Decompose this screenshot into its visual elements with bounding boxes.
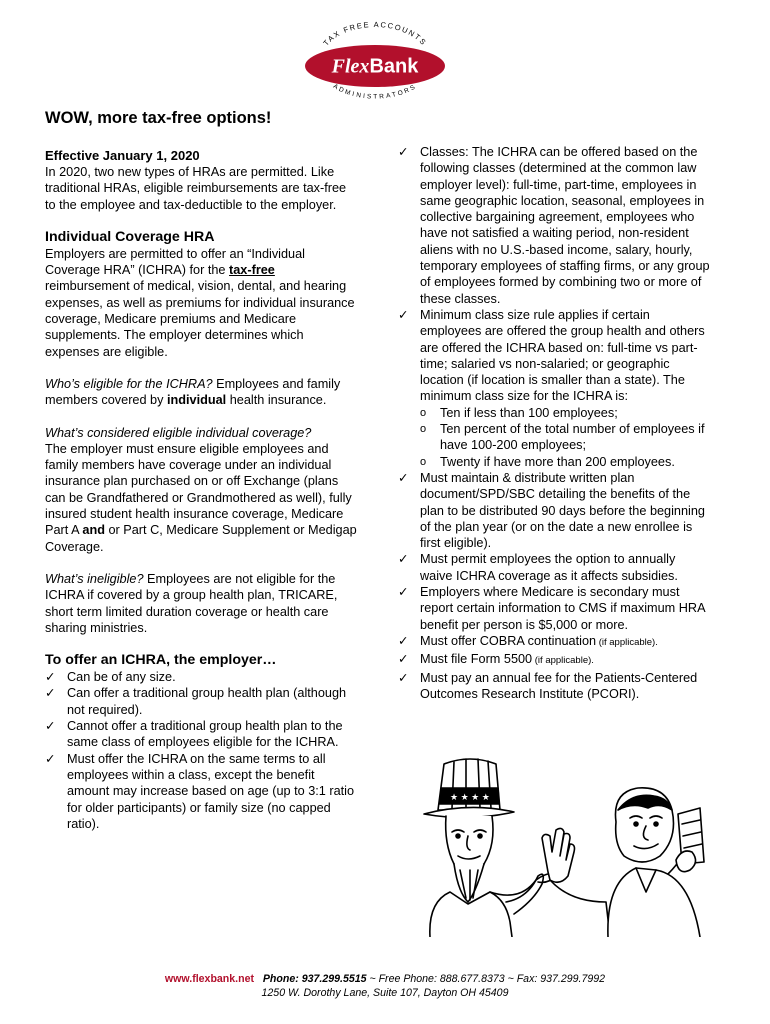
offer-heading: To offer an ICHRA, the employer… xyxy=(45,652,277,669)
list-item: ✓ Must offer the ICHRA on the same terms to all employees within a class, except the benefit amount may increase based on age (up to 3:1 ratio for older participants) or family size (no capped ratio). xyxy=(45,751,355,831)
effective-heading: Effective January 1, 2020 xyxy=(45,148,200,163)
businessman-figure xyxy=(542,788,704,937)
requirements-list xyxy=(398,144,710,702)
flexbank-logo xyxy=(300,20,450,104)
effective-text: In 2020, two new types of HRAs are permitted. Like traditional HRAs, eligible reimbursements are tax-free to the employee and tax-deductible to the employer. xyxy=(45,165,347,212)
eligible-paragraph: Who’s eligible for the ICHRA? Employees and family members covered by individual health insurance. xyxy=(45,376,341,408)
list-item: ✓ Must maintain & distribute written plan document/SPD/SBC detailing the benefits of the plan to be distributed 90 days before the beginning of the plan year (or on the date a new enrollee is first eligible). xyxy=(398,470,705,551)
list-item: ✓ Cannot offer a traditional group health plan to the same class of employees eligible for the ICHRA. xyxy=(45,719,343,750)
list-item: ✓ Employers where Medicare is secondary must report certain information to CMS if maximum HRA benefit per person is $5,000 or more. xyxy=(398,585,705,632)
right-column xyxy=(398,144,710,702)
page-footer xyxy=(0,972,770,1000)
check-icon: ✓ xyxy=(398,633,409,648)
check-icon: ✓ xyxy=(398,307,409,322)
uncle-sam-hat xyxy=(424,759,514,818)
list-item: ✓ Must permit employees the option to annually waive ICHRA coverage as it affects subsidies. xyxy=(398,552,678,583)
check-icon: ✓ xyxy=(398,652,409,667)
svg-text:FlexBank xyxy=(331,56,420,78)
logo-name-left: Flex xyxy=(331,55,370,78)
sub-list-item: o Twenty if have more than 200 employees. xyxy=(420,454,675,469)
min-class-sublist xyxy=(420,405,710,470)
check-icon: ✓ xyxy=(398,470,409,485)
sub-list-item: o Ten percent of the total number of employees if have 100-200 employees; xyxy=(420,422,705,453)
footer-address: 1250 W. Dorothy Lane, Suite 107, Dayton OH 45409 xyxy=(261,987,509,999)
website-link[interactable]: www.flexbank.net xyxy=(164,973,255,985)
svg-text:TAX FREE ACCOUNTS xyxy=(321,20,428,48)
ichra-heading: Individual Coverage HRA xyxy=(45,228,215,245)
list-item: ✓ Must offer COBRA continuation (if applicable). xyxy=(398,633,658,648)
list-item: ✓ Minimum class size rule applies if certain employees are offered the group health and others are offered the ICHRA based on: full-time vs part-time; salaried vs non-salaried; or geographic location (if location is smaller than a state). The minimum class size for the ICHRA is: o Ten if less than 100 employees; o Ten percent of the total number of employees if have 100-200 employees; o Twenty if have more than 200 employees. xyxy=(398,307,710,470)
logo-tagline-top: TAX FREE ACCOUNTS xyxy=(321,20,429,48)
list-item: ✓ Can offer a traditional group health plan (although not required). xyxy=(45,686,347,717)
list-item: ✓ Must file Form 5500 (if applicable). xyxy=(398,652,594,667)
check-icon: ✓ xyxy=(45,719,56,734)
check-icon: ✓ xyxy=(398,552,409,567)
ineligible-paragraph: What’s ineligible? Employees are not eligible for the ICHRA if covered by a group health plan, TRICARE, short term limited duration coverage or health care sharing ministries. xyxy=(45,571,338,635)
footer-phone: Phone: 937.299.5515 xyxy=(262,973,367,985)
coverage-answer: The employer must ensure eligible employees and family members have coverage under an individual insurance plan purchased on or off Exchange (plans can be Grandfathered or Grandmothered as well), fully insured student health insurance coverage, Medicare Part A and or Part C, Medicare Supplement or Medigap Coverage. xyxy=(45,441,357,554)
logo-name-right: Bank xyxy=(369,55,419,78)
offer-list xyxy=(45,669,360,832)
logo-graphic xyxy=(300,20,450,104)
uncle-sam-face xyxy=(446,816,493,902)
list-item: ✓ Must pay an annual fee for the Patients-Centered Outcomes Research Institute (PCORI). xyxy=(398,670,698,701)
check-icon: ✓ xyxy=(45,670,56,685)
check-icon: ✓ xyxy=(45,751,56,766)
list-item: ✓ Can be of any size. xyxy=(45,670,176,685)
uncle-sam-body xyxy=(430,874,556,937)
check-icon: ✓ xyxy=(398,585,409,600)
left-column xyxy=(45,108,360,832)
coverage-question: What’s considered eligible individual coverage? xyxy=(45,425,312,440)
logo-tagline-bottom: ADMINISTRATORS xyxy=(331,82,419,101)
footer-other-phones: ~ Free Phone: 888.677.8373 ~ Fax: 937.299.7992 xyxy=(366,973,606,985)
list-item: ✓ Classes: The ICHRA can be offered based on the following classes (determined at the common law employer level): full-time, part-time, employees in same geographic location, seasonal, employees in collective bargaining agreement, employees who have not satisfied a waiting period, non-resident aliens with no U.S.-based income, salary, hourly, temporary employees of staffing firms, or any group of employees formed by combining two or more of these classes. xyxy=(398,145,710,306)
svg-text:★ ★ ★ ★: ★ ★ ★ ★ xyxy=(450,792,490,802)
check-icon: ✓ xyxy=(45,686,56,701)
ineligible-question: What’s ineligible? xyxy=(45,571,144,586)
footer-contact-line xyxy=(0,972,770,986)
check-icon: ✓ xyxy=(398,145,409,159)
ichra-text: Employers are permitted to offer an “Individual Coverage HRA” (ICHRA) for the tax-free reimbursement of medical, vision, dental, and hearing expenses, as well as premiums for individual insurance coverage, Medicare premiums and Medicare supplements. The employer determines which expenses are eligible. xyxy=(45,246,355,359)
tax-free-emphasis: tax-free xyxy=(229,263,275,278)
uncle-sam-cartoon xyxy=(410,752,715,937)
eligible-question: Who’s eligible for the ICHRA? xyxy=(45,376,213,391)
page-title: WOW, more tax-free options! xyxy=(45,109,272,127)
sub-list-item: o Ten if less than 100 employees; xyxy=(420,405,618,420)
check-icon: ✓ xyxy=(398,670,409,685)
